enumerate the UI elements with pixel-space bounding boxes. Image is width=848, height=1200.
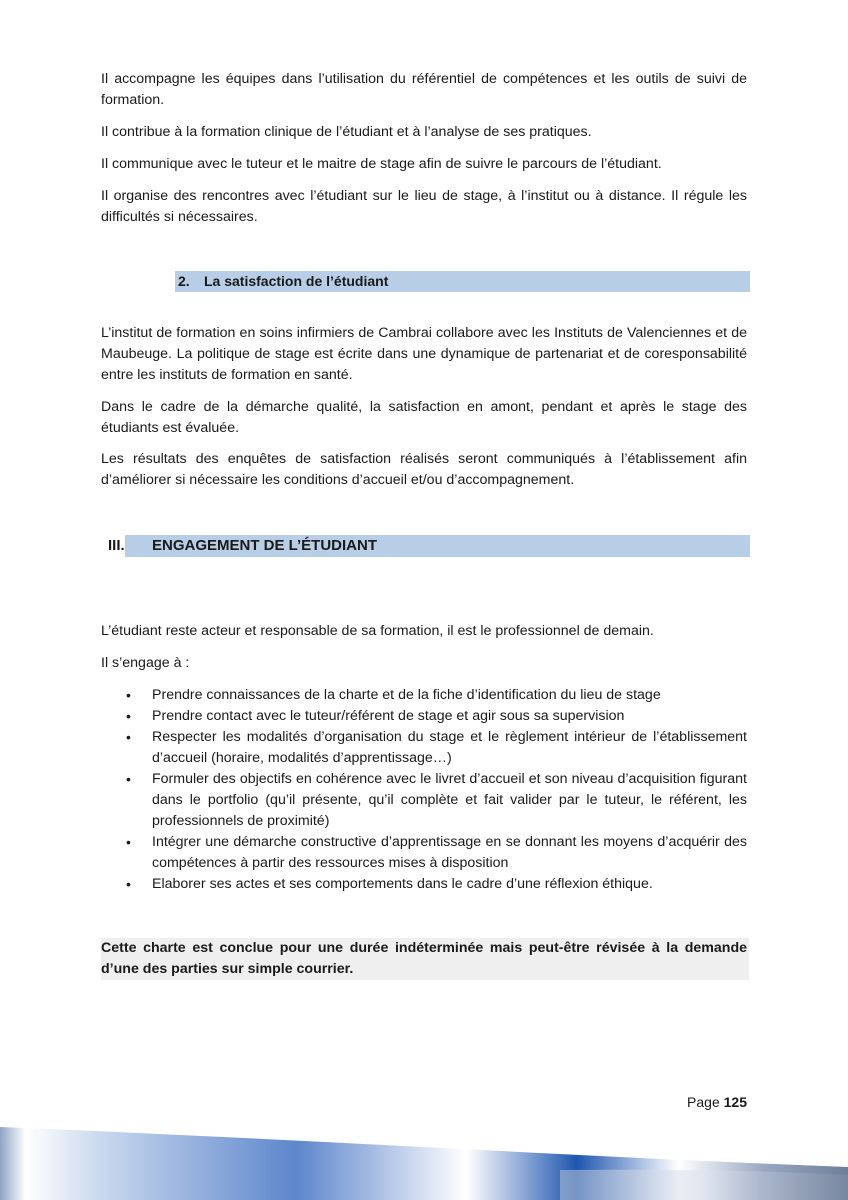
paragraph: Il accompagne les équipes dans l’utilisation du référentiel de compétences et les outils de suivi de formation. [101, 71, 747, 108]
section-number: 2. [178, 273, 190, 289]
list-item: • Prendre contact avec le tuteur/référent de stage et agir sous sa supervision [101, 706, 747, 727]
bullet-icon: • [126, 708, 131, 724]
list-item: • Intégrer une démarche constructive d’apprentissage en se donnant les moyens d’acquérir des compétences à partir des ressources mises à disposition [126, 834, 747, 871]
paragraph: Les résultats des enquêtes de satisfaction réalisés seront communiqués à l’établissement afin d’améliorer si nécessaire les conditions d’accueil et/ou d’accompagnement. [101, 451, 747, 488]
bullet-icon: • [126, 729, 131, 745]
paragraph: Il s’engage à : [101, 655, 190, 671]
bullet-icon: • [126, 876, 131, 892]
paragraph: Il organise des rencontres avec l’étudiant sur le lieu de stage, à l’institut ou à distance. Il régule les difficultés si nécessaires. [101, 188, 747, 225]
list-item: • Prendre connaissances de la charte et de la fiche d’identification du lieu de stage [101, 685, 747, 706]
footer-decoration [0, 1125, 848, 1200]
page-number-value: 125 [723, 1094, 747, 1110]
bullet-icon: • [126, 687, 131, 703]
list-item: • Elaborer ses actes et ses comportements dans le cadre d’une réflexion éthique. [101, 874, 747, 895]
list-item: • Respecter les modalités d’organisation du stage et le règlement intérieur de l’établissement d’accueil (horaire, modalités d’apprentissage…) [126, 729, 747, 766]
paragraph: Il communique avec le tuteur et le maitre de stage afin de suivre le parcours de l’étudiant. [101, 156, 662, 172]
conclusion-text: Cette charte est conclue pour une durée indéterminée mais peut-être révisée à la demande d’une des parties sur simple courrier. [101, 940, 747, 977]
page-number [687, 1092, 747, 1113]
paragraph: L’institut de formation en soins infirmiers de Cambrai collabore avec les Instituts de Valenciennes et de Maubeuge. La politique de stage est écrite dans une dynamique de partenariat et de coresponsabilité entre les instituts de formation en santé. [101, 325, 747, 383]
chapter-title: ENGAGEMENT DE L’ÉTUDIANT [152, 537, 378, 554]
bullet-icon: • [126, 834, 131, 850]
conclusion-box [101, 938, 749, 980]
paragraph: L’étudiant reste acteur et responsable de sa formation, il est le professionnel de demain. [101, 623, 654, 639]
section-heading [178, 271, 388, 292]
list-item: • Formuler des objectifs en cohérence avec le livret d’accueil et son niveau d’acquisition figurant dans le portfolio (qu’il présente, qu’il complète et fait valider par le tuteur, le référent, les professionnels de proximité) [126, 771, 747, 829]
chapter-number: III. [108, 537, 125, 554]
page-label: Page [687, 1094, 720, 1110]
bullet-icon: • [126, 771, 131, 787]
section-title: La satisfaction de l’étudiant [204, 273, 389, 289]
paragraph: Dans le cadre de la démarche qualité, la satisfaction en amont, pendant et après le stage des étudiants est évaluée. [101, 399, 747, 436]
commitment-list [101, 685, 747, 895]
paragraph: Il contribue à la formation clinique de l’étudiant et à l’analyse de ses pratiques. [101, 124, 592, 140]
